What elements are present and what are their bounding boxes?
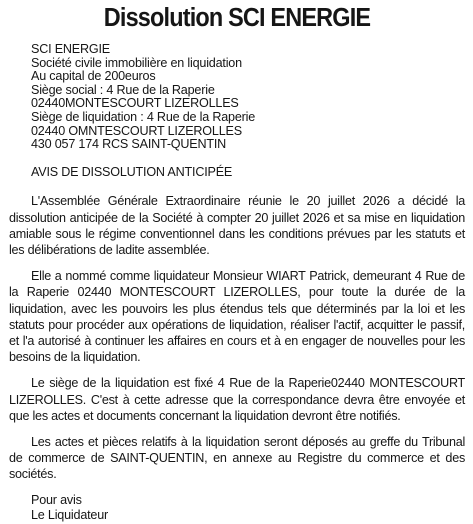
company-capital: Au capital de 200euros — [31, 69, 156, 84]
paragraph-liquidation-seat: Le siège de la liquidation est fixé 4 Rue de la Raperie02440 MONTESCOURT LIZEROLLES. C'est à cette adresse que la correspondance devra être envoyée et que les actes et documents concernant la liquidation devront être notifiés. — [9, 376, 465, 423]
rcs-number: 430 057 174 RCS SAINT-QUENTIN — [31, 137, 227, 152]
paragraph-dissolution: L'Assemblée Générale Extraordinaire réunie le 20 juillet 2026 a décidé la dissolution anticipée de la Société à compter 20 juillet 2026 et sa mise en liquidation amiable sous le régime conventionnel dans les conditions prévues par les statuts et les délibérations de ladite assemblée. — [9, 194, 465, 257]
closing-line-liquidateur: Le Liquidateur — [31, 508, 109, 523]
notice-title: Dissolution SCI ENERGIE — [103, 4, 371, 32]
company-header — [9, 43, 465, 152]
closing-signature — [9, 493, 465, 524]
section-title: AVIS DE DISSOLUTION ANTICIPÉE — [31, 164, 233, 179]
closing-line-pour-avis: Pour avis — [31, 492, 82, 507]
company-type: Société civile immobilière en liquidation — [31, 55, 242, 70]
liquidation-office: Siège de liquidation : 4 Rue de la Raperie — [31, 109, 256, 124]
company-name: SCI ENERGIE — [31, 42, 110, 56]
liquidation-office-city: 02440 OMNTESCOURT LIZEROLLES — [31, 123, 242, 138]
registered-office-city: 02440MONTESCOURT LIZEROLLES — [31, 96, 239, 111]
paragraph-filing: Les actes et pièces relatifs à la liquidation seront déposés au greffe du Tribunal de commerce de SAINT-QUENTIN, en annexe au Registre du commerce et des sociétés. — [9, 434, 465, 482]
registered-office: Siège social : 4 Rue de la Raperie — [31, 82, 215, 97]
paragraph-liquidator: Elle a nommé comme liquidateur Monsieur WIART Patrick, demeurant 4 Rue de la Raperie 02440 MONTESCOURT LIZEROLLES, pour toute la durée de la liquidation, avec les pouvoirs les plus étendus tels que déterminés par la loi et les statuts pour procéder aux opérations de liquidation, réaliser l'actif, acquitter le passif, et l'a autorisé à continuer les affaires en cours et à en engager de nouvelles pour les besoins de la liquidation. — [9, 269, 465, 365]
